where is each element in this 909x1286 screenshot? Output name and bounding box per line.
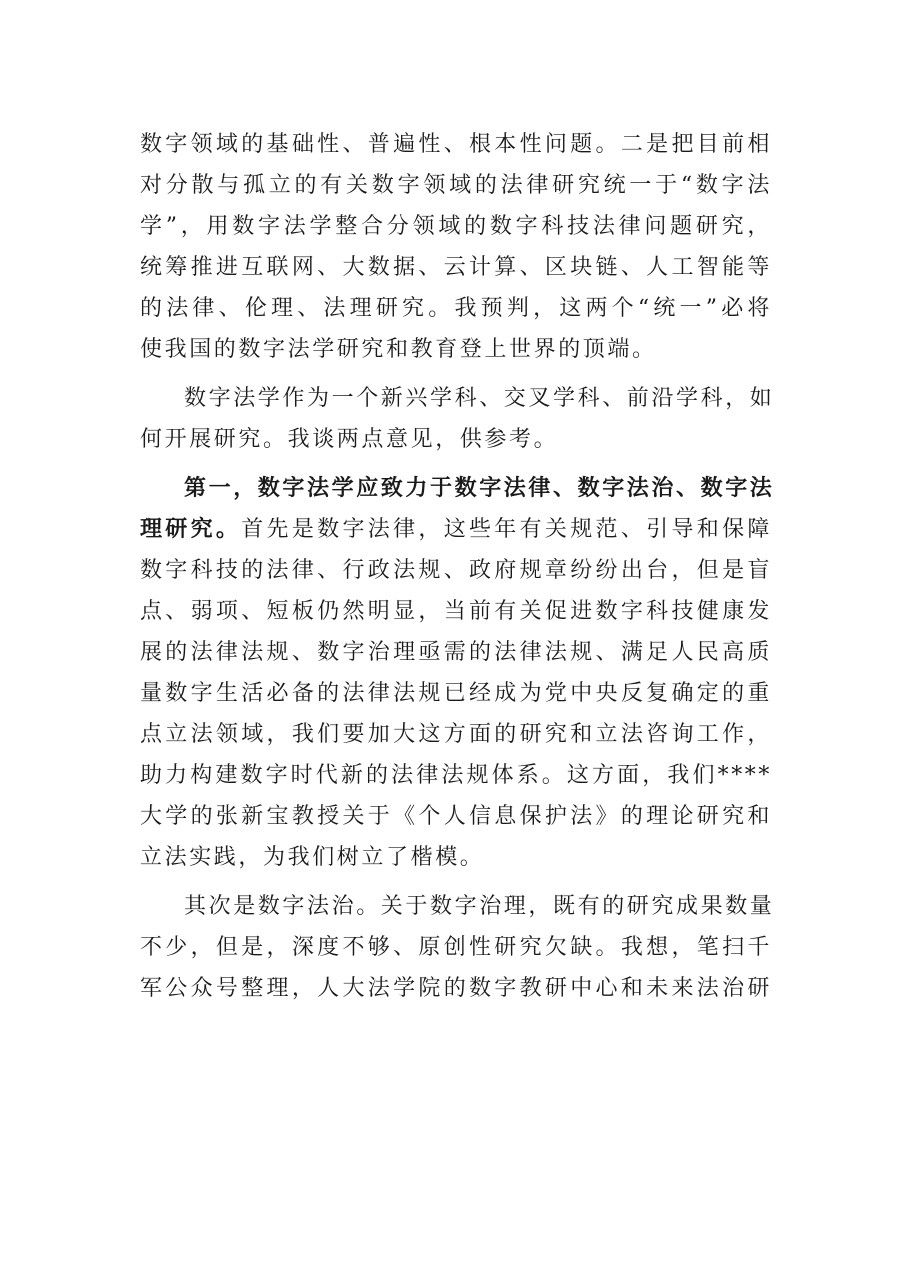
text-line: 其次是数字法治。关于数字治理，既有的研究成果数量 — [184, 894, 775, 919]
text-line: 展的法律法规、数字治理亟需的法律法规、满足人民高质 — [140, 640, 772, 665]
text-line: 学”，用数字法学整合分领域的数字科技法律问题研究， — [140, 214, 772, 239]
text-line: 大学的张新宝教授关于《个人信息保护法》的理论研究和 — [140, 804, 772, 829]
text-line: 统筹推进互联网、大数据、云计算、区块链、人工智能等 — [140, 255, 772, 280]
text-line: 点立法领域，我们要加大这方面的研究和立法咨询工作， — [140, 722, 772, 747]
text-line: 使我国的数字法学研究和教育登上世界的顶端。 — [140, 337, 657, 362]
text-line: 军公众号整理，人大法学院的数字教研中心和未来法治研 — [140, 976, 772, 1001]
text-line: 数字法学作为一个新兴学科、交叉学科、前沿学科，如 — [184, 386, 775, 411]
text-line: 的法律、伦理、法理研究。我预判，这两个“统一”必将 — [140, 296, 772, 321]
text-line — [140, 509, 772, 550]
text-span: 首先是数字法律，这些年有关规范、引导和保障 — [241, 517, 772, 542]
text-line: 数字领域的基础性、普遍性、根本性问题。二是把目前相 — [140, 132, 772, 157]
text-line: 点、弱项、短板仍然明显，当前有关促进数字科技健康发 — [140, 599, 772, 624]
text-line: 量数字生活必备的法律法规已经成为党中央反复确定的重 — [140, 681, 772, 706]
text-line: 对分散与孤立的有关数字领域的法律研究统一于“数字法 — [140, 173, 772, 198]
paragraph-3 — [140, 468, 775, 878]
text-line: 数字科技的法律、行政法规、政府规章纷纷出台，但是盲 — [140, 558, 772, 583]
paragraph-2 — [140, 378, 775, 460]
section-heading-end: 理研究。 — [140, 516, 242, 542]
text-line: 助力构建数字时代新的法律法规体系。这方面，我们**** — [140, 763, 772, 788]
section-heading: 第一，数字法学应致力于数字法律、数字法治、数字法 — [184, 475, 775, 501]
paragraph-1 — [140, 124, 772, 370]
document-body — [140, 124, 775, 1009]
paragraph-4 — [140, 886, 775, 1009]
text-line: 何开展研究。我谈两点意见，供参考。 — [140, 427, 559, 452]
text-line: 立法实践，为我们树立了楷模。 — [140, 845, 485, 870]
text-line: 不少，但是，深度不够、原创性研究欠缺。我想，笔扫千 — [140, 935, 772, 960]
